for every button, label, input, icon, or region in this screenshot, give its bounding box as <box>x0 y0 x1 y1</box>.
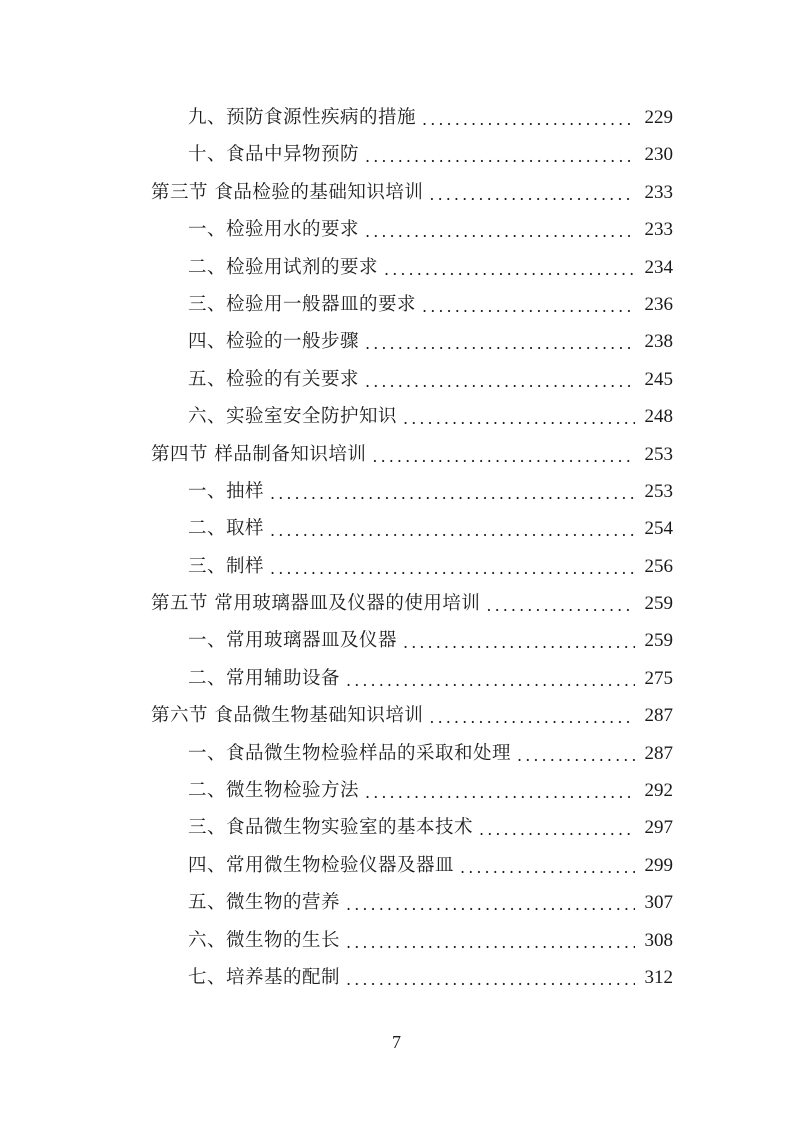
toc-entry-page: 233 <box>644 219 673 241</box>
dot-leader <box>384 251 635 288</box>
dot-leader <box>486 587 635 624</box>
toc-item-row <box>0 622 793 659</box>
toc-item-row <box>0 323 793 360</box>
toc-entry-title: 第六节 食品微生物基础知识培训 <box>151 705 424 727</box>
toc-entry-title: 一、检验用水的要求 <box>188 219 360 241</box>
toc-item-row <box>0 772 793 809</box>
toc-entry-title: 十、食品中异物预防 <box>188 144 360 166</box>
toc-entry-title: 二、取样 <box>188 518 265 540</box>
toc-entry-page: 297 <box>644 817 673 839</box>
dot-leader <box>365 213 635 250</box>
toc-item-row <box>0 211 793 248</box>
dot-leader <box>270 475 635 512</box>
table-of-contents <box>0 99 793 996</box>
dot-leader <box>365 363 635 400</box>
dot-leader <box>422 288 635 325</box>
toc-entry-title: 五、微生物的营养 <box>188 892 341 914</box>
toc-item-row <box>0 809 793 846</box>
toc-entry-page: 234 <box>644 256 673 278</box>
dot-leader <box>479 811 635 848</box>
toc-entry-page: 307 <box>644 892 673 914</box>
toc-entry-page: 233 <box>644 181 673 203</box>
toc-entry-page: 253 <box>644 443 673 465</box>
toc-entry-page: 299 <box>644 854 673 876</box>
toc-section-row <box>0 585 793 622</box>
toc-entry-page: 259 <box>644 593 673 615</box>
toc-entry-page: 254 <box>644 518 673 540</box>
toc-section-row <box>0 174 793 211</box>
dot-leader <box>346 924 635 961</box>
toc-item-row <box>0 136 793 173</box>
toc-entry-page: 245 <box>644 368 673 390</box>
toc-item-row <box>0 735 793 772</box>
dot-leader <box>365 774 635 811</box>
toc-entry-title: 六、实验室安全防护知识 <box>188 406 398 428</box>
toc-entry-title: 四、检验的一般步骤 <box>188 331 360 353</box>
toc-item-row <box>0 847 793 884</box>
toc-entry-title: 第四节 样品制备知识培训 <box>151 443 367 465</box>
dot-leader <box>460 849 635 886</box>
page-number: 7 <box>392 1032 401 1052</box>
toc-entry-title: 五、检验的有关要求 <box>188 368 360 390</box>
toc-entry-title: 三、制样 <box>188 555 265 577</box>
toc-entry-page: 312 <box>644 966 673 988</box>
dot-leader <box>429 699 635 736</box>
toc-item-row <box>0 922 793 959</box>
dot-leader <box>403 624 635 661</box>
toc-entry-title: 二、检验用试剂的要求 <box>188 256 379 278</box>
dot-leader <box>346 886 635 923</box>
toc-item-row <box>0 959 793 996</box>
toc-entry-page: 238 <box>644 331 673 353</box>
toc-entry-title: 一、食品微生物检验样品的采取和处理 <box>188 742 512 764</box>
toc-entry-page: 308 <box>644 929 673 951</box>
dot-leader <box>517 737 635 774</box>
toc-entry-page: 287 <box>644 705 673 727</box>
toc-entry-title: 三、食品微生物实验室的基本技术 <box>188 817 474 839</box>
dot-leader <box>403 400 635 437</box>
toc-item-row <box>0 884 793 921</box>
toc-item-row <box>0 99 793 136</box>
toc-item-row <box>0 361 793 398</box>
dot-leader <box>346 961 635 998</box>
toc-entry-title: 二、常用辅助设备 <box>188 667 341 689</box>
toc-entry-page: 230 <box>644 144 673 166</box>
toc-entry-title: 第三节 食品检验的基础知识培训 <box>151 181 424 203</box>
toc-entry-title: 四、常用微生物检验仪器及器皿 <box>188 854 455 876</box>
dot-leader <box>270 550 635 587</box>
dot-leader <box>365 325 635 362</box>
toc-item-row <box>0 249 793 286</box>
toc-entry-page: 275 <box>644 667 673 689</box>
toc-entry-page: 292 <box>644 780 673 802</box>
toc-entry-page: 248 <box>644 406 673 428</box>
dot-leader <box>346 662 635 699</box>
toc-entry-page: 236 <box>644 293 673 315</box>
toc-item-row <box>0 473 793 510</box>
dot-leader <box>270 512 635 549</box>
toc-section-row <box>0 697 793 734</box>
toc-entry-title: 六、微生物的生长 <box>188 929 341 951</box>
dot-leader <box>422 101 635 138</box>
dot-leader <box>429 176 635 213</box>
toc-entry-page: 256 <box>644 555 673 577</box>
toc-entry-title: 一、常用玻璃器皿及仪器 <box>188 630 398 652</box>
toc-entry-title: 三、检验用一般器皿的要求 <box>188 293 417 315</box>
toc-item-row <box>0 510 793 547</box>
toc-item-row <box>0 286 793 323</box>
dot-leader <box>372 438 635 475</box>
toc-entry-page: 229 <box>644 107 673 128</box>
toc-item-row <box>0 398 793 435</box>
toc-item-row <box>0 548 793 585</box>
toc-entry-title: 七、培养基的配制 <box>188 966 341 988</box>
toc-entry-title: 九、预防食源性疾病的措施 <box>188 107 417 128</box>
toc-entry-page: 287 <box>644 742 673 764</box>
toc-section-row <box>0 436 793 473</box>
toc-entry-page: 253 <box>644 480 673 502</box>
toc-entry-title: 第五节 常用玻璃器皿及仪器的使用培训 <box>151 593 481 615</box>
toc-entry-page: 259 <box>644 630 673 652</box>
toc-item-row <box>0 660 793 697</box>
toc-entry-title: 二、微生物检验方法 <box>188 780 360 802</box>
dot-leader <box>365 138 635 175</box>
toc-entry-title: 一、抽样 <box>188 480 265 502</box>
